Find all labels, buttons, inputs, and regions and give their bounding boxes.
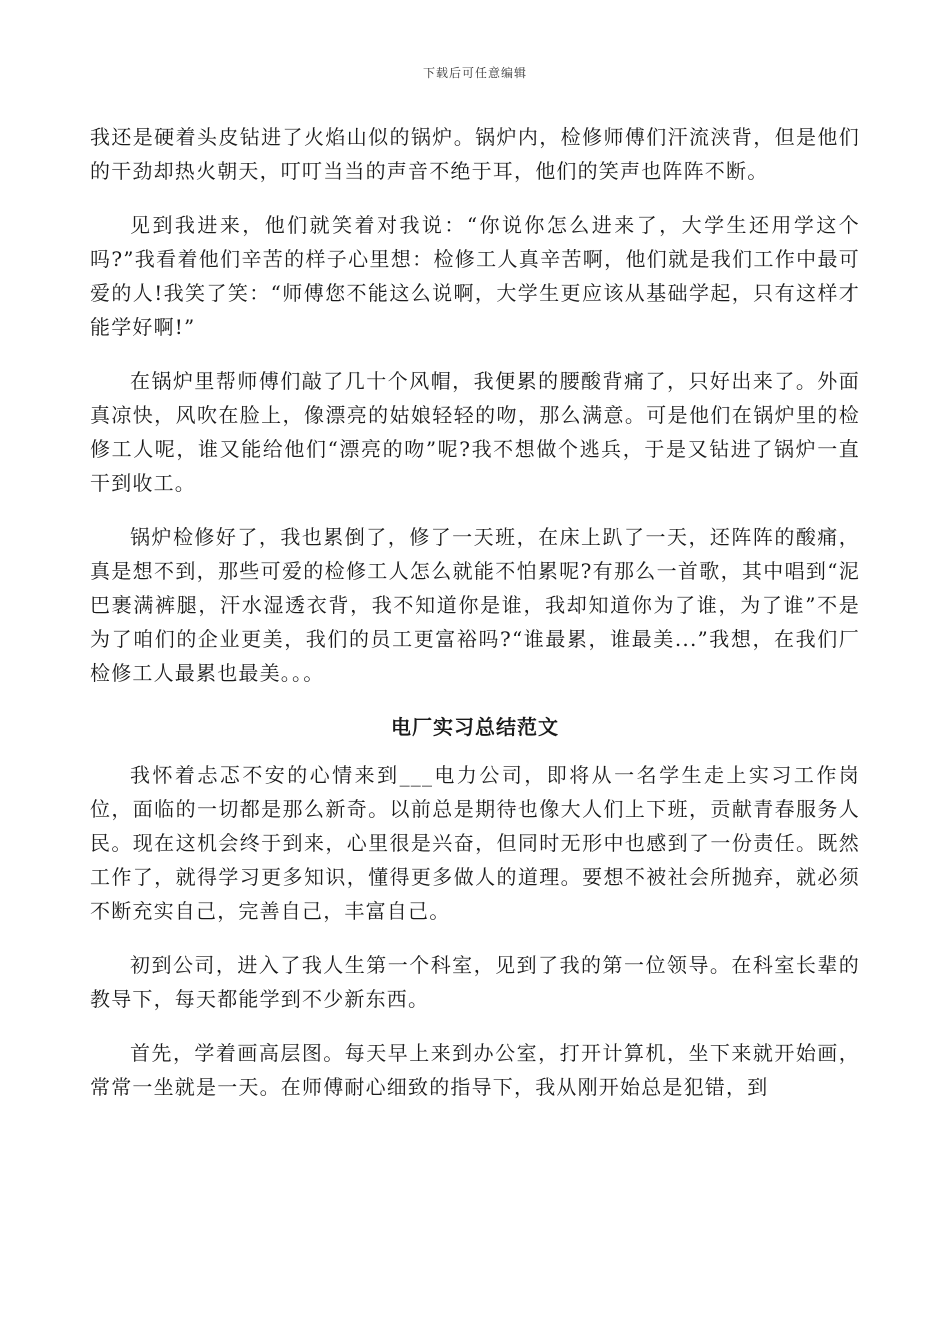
- paragraph-1: 我还是硬着头皮钻进了火焰山似的锅炉。锅炉内，检修师傅们汗流浃背，但是他们的干劲却热火朝天，叮叮当当的声音不绝于耳，他们的笑声也阵阵不断。: [90, 125, 860, 183]
- document-body: [90, 120, 860, 1124]
- paragraph-4: 锅炉检修好了，我也累倒了，修了一天班，在床上趴了一天，还阵阵的酸痛，真是想不到，那些可爱的检修工人怎么就能不怕累呢?有那么一首歌，其中唱到“泥巴裹满裤腿，汗水湿透衣背，我不知道你是谁，我却知道你为了谁，为了谁”不是为了咱们的企业更美，我们的员工更富裕吗?“谁最累，谁最美...”我想，在我们厂检修工人最累也最美。。。: [90, 525, 860, 685]
- page-header-note: 下载后可任意编辑: [422, 66, 527, 80]
- paragraph-2: 见到我进来，他们就笑着对我说：“你说你怎么进来了，大学生还用学这个吗?”我看着他们辛苦的样子心里想：检修工人真辛苦啊，他们就是我们工作中最可爱的人!我笑了笑：“师傅您不能这么说啊，大学生更应该从基础学起，只有这样才能学好啊!”: [90, 213, 860, 339]
- section-title: 电厂实习总结范文: [391, 715, 559, 739]
- paragraph-5: 我怀着忐忑不安的心情来到___电力公司，即将从一名学生走上实习工作岗位，面临的一切都是那么新奇。以前总是期待也像大人们上下班，贡献青春服务人民。现在这机会终于到来，心里很是兴奋，但同时无形中也感到了一份责任。既然工作了，就得学习更多知识，懂得更多做人的道理。要想不被社会所抛弃，就必须不断充实自己，完善自己，丰富自己。: [90, 763, 860, 923]
- paragraph-7: 首先，学着画高层图。每天早上来到办公室，打开计算机，坐下来就开始画，常常一坐就是一天。在师傅耐心细致的指导下，我从刚开始总是犯错，到: [90, 1041, 860, 1099]
- paragraph-3: 在锅炉里帮师傅们敲了几十个风帽，我便累的腰酸背痛了，只好出来了。外面真凉快，风吹在脸上，像漂亮的姑娘轻轻的吻，那么满意。可是他们在锅炉里的检修工人呢，谁又能给他们“漂亮的吻”呢?我不想做个逃兵，于是又钻进了锅炉一直干到收工。: [90, 369, 860, 495]
- paragraph-6: 初到公司，进入了我人生第一个科室，见到了我的第一位领导。在科室长辈的教导下，每天都能学到不少新东西。: [90, 953, 860, 1011]
